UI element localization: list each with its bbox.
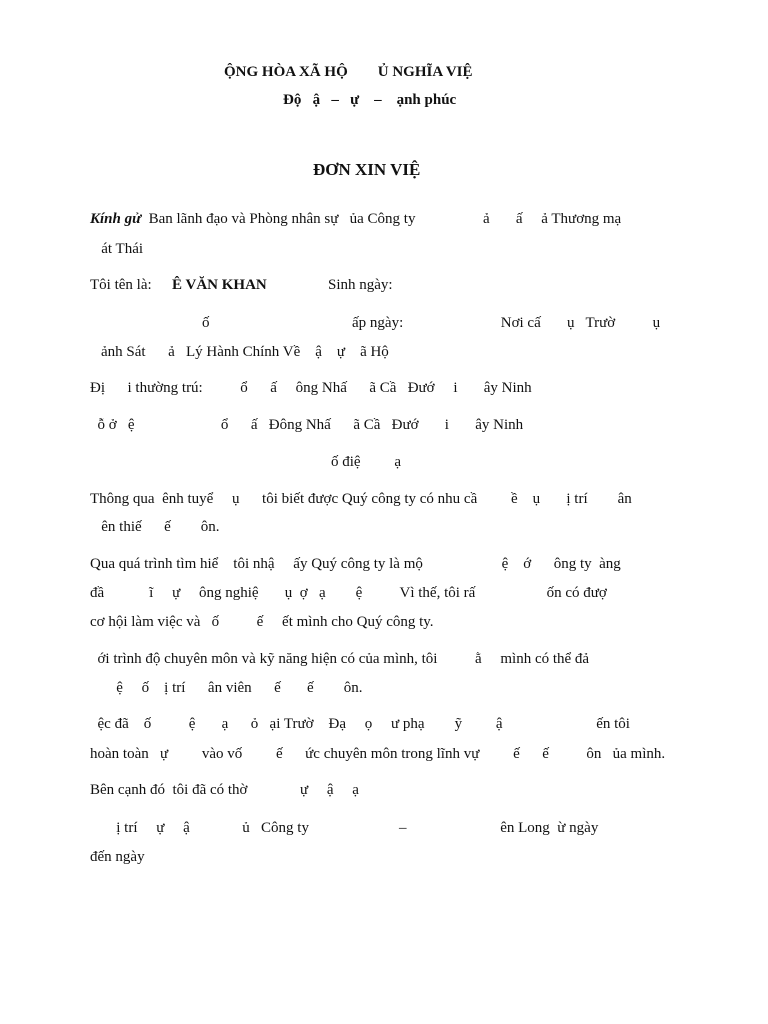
name-value: Ê VĂN KHAN [172, 277, 267, 293]
paragraph-1-line-2: ên thiế ế ôn. [90, 519, 220, 535]
paragraph-3-line-1: ới trình độ chuyên môn và kỹ năng hiện có của mình, tôi ằ mình có thể đả [90, 651, 590, 667]
paragraph-2-line-3: cơ hội làm việc và ố ế ết mình cho Quý công ty. [90, 614, 434, 630]
paragraph-4-line-2: hoàn toàn ự vào vố ế ức chuyên môn trong lĩnh vự ế ế ôn ủa mình. [90, 746, 666, 762]
paragraph-5-line-2: ị trí ự ậ ủ Công ty – ên Long ừ ngày [90, 820, 599, 836]
paragraph-3-line-2: ệ ố ị trí ân viên ế ế ôn. [90, 680, 363, 696]
name-label: Tôi tên là: [90, 277, 152, 293]
paragraph-5-line-1: Bên cạnh đó tôi đã có thờ ự ậ ạ [90, 782, 359, 798]
national-name: ỘNG HÒA XÃ HỘ Ủ NGHĨA VIỆ [224, 64, 473, 80]
recipient-text: Ban lãnh đạo và Phòng nhân sự ủa Công ty ả ấ ả Thương mạ [141, 211, 622, 227]
phone-line: ố điệ ạ [331, 454, 401, 470]
paragraph-2-line-2: đầ ĩ ự ông nghiệ ụ ợ ạ ệ Vì thế, tôi rấ ốn có đượ [90, 585, 607, 601]
recipient-label: Kính gử [90, 211, 142, 227]
paragraph-4-line-1: ệc đã ố ệ ạ ỏ ại Trườ Đạ ọ ư phạ ỹ ậ ến tôi [90, 716, 630, 732]
paragraph-5-line-3: đến ngày [90, 849, 145, 865]
id-line-1: ố ấp ngày: Nơi cấ ụ Trườ ụ [202, 315, 661, 331]
id-line-2: ảnh Sát ả Lý Hành Chính Về ậ ự ã Hộ [101, 344, 389, 360]
document-title: ĐƠN XIN VIỆ [313, 160, 421, 179]
paragraph-1-line-1: Thông qua ênh tuyể ụ tôi biết được Quý công ty có nhu cầ ề ụ ị trí ân [90, 491, 632, 507]
current-address: ỗ ở ệ ổ ấ Đông Nhấ ã Cầ Đướ i ây Ninh [90, 417, 524, 433]
permanent-address: Đị i thường trú: ổ ấ ông Nhấ ã Cầ Đướ i ây Ninh [90, 380, 532, 396]
national-motto: Độ ậ – ự – ạnh phúc [283, 92, 457, 108]
paragraph-2-line-1: Qua quá trình tìm hiể tôi nhậ ấy Quý công ty là mộ ệ ớ ông ty àng [90, 556, 621, 572]
birth-label: Sinh ngày: [328, 277, 393, 293]
recipient-line-2: át Thái [90, 241, 144, 257]
recipient-line-1 [90, 210, 621, 228]
